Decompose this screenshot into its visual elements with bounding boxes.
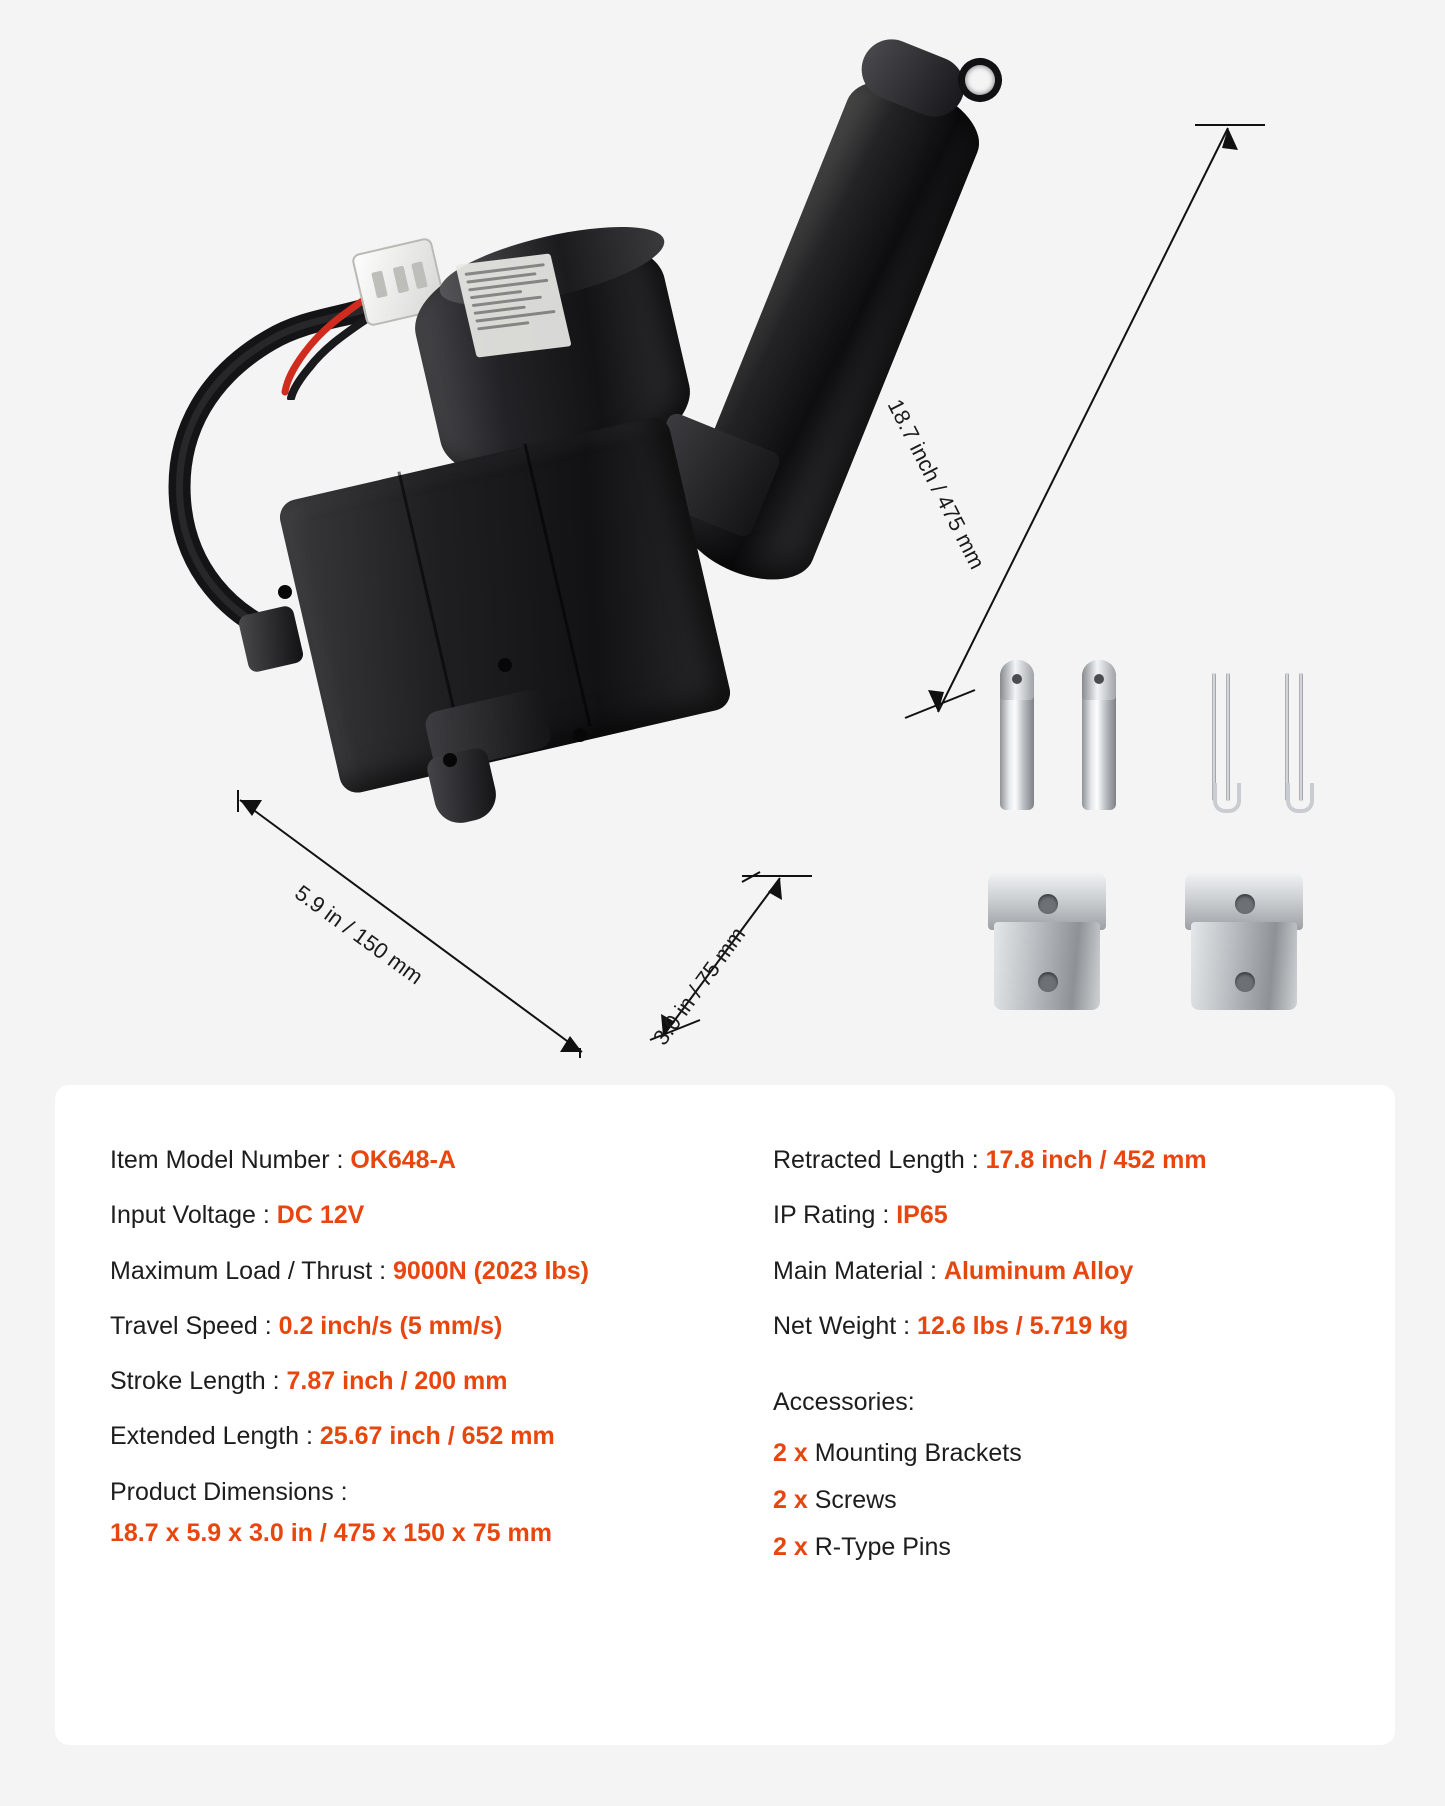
spec-label-max-load: Maximum Load / Thrust : (110, 1256, 393, 1285)
spec-row-product-dimensions (110, 1477, 735, 1550)
spec-value-max-load: 9000N (2023 lbs) (392, 1256, 589, 1285)
accessory-qty-brackets: 2 x (773, 1439, 815, 1467)
spec-value-travel-speed: 0.2 inch/s (5 mm/s) (278, 1311, 503, 1340)
spec-row-net-weight (773, 1311, 1375, 1342)
spec-column-left (55, 1145, 735, 1580)
accessory-item-screws (773, 1486, 1375, 1515)
spec-row-model (110, 1145, 735, 1176)
spec-label-product-dimensions: Product Dimensions : (110, 1477, 348, 1506)
spec-label-travel-speed: Travel Speed : (110, 1311, 279, 1340)
dimension-label-length: 18.7 inch / 475 mm (882, 395, 990, 574)
spec-value-retracted-length: 17.8 inch / 452 mm (985, 1146, 1207, 1174)
spec-value-product-dimensions: 18.7 x 5.9 x 3.0 in / 475 x 150 x 75 mm (110, 1518, 552, 1547)
spec-label-net-weight: Net Weight : (773, 1311, 918, 1340)
spec-label-stroke-length: Stroke Length : (110, 1367, 287, 1395)
spec-column-right (735, 1145, 1375, 1580)
dimension-label-width: 5.9 in / 150 mm (290, 880, 428, 990)
spec-row-input-voltage (110, 1200, 735, 1231)
accessory-name-rtype-pins: R-Type Pins (814, 1533, 951, 1561)
spec-row-retracted-length (773, 1145, 1375, 1176)
spec-value-stroke-length: 7.87 inch / 200 mm (286, 1367, 508, 1395)
spec-value-ip-rating: IP65 (896, 1201, 948, 1230)
spec-value-input-voltage: DC 12V (276, 1201, 365, 1230)
spec-row-stroke-length (110, 1366, 735, 1397)
spec-label-ip-rating: IP Rating : (773, 1201, 897, 1230)
spec-label-model: Item Model Number : (110, 1146, 351, 1174)
accessory-name-brackets: Mounting Brackets (814, 1439, 1022, 1467)
spec-label-extended-length: Extended Length : (110, 1422, 320, 1451)
accessory-qty-rtype-pins: 2 x (773, 1533, 815, 1561)
spec-row-max-load (110, 1256, 735, 1287)
spec-label-retracted-length: Retracted Length : (773, 1146, 986, 1174)
spec-row-ip-rating (773, 1200, 1375, 1231)
specification-panel (55, 1085, 1395, 1745)
accessories-title: Accessories: (773, 1388, 915, 1416)
spec-value-net-weight: 12.6 lbs / 5.719 kg (917, 1311, 1129, 1340)
spec-value-extended-length: 25.67 inch / 652 mm (319, 1422, 555, 1451)
dimension-label-height: 3.0 in / 75 mm (648, 922, 751, 1050)
spec-label-main-material: Main Material : (773, 1256, 944, 1285)
spec-row-extended-length (110, 1421, 735, 1452)
accessory-item-rtype-pins (773, 1533, 1375, 1562)
spec-row-travel-speed (110, 1311, 735, 1342)
spec-value-model: OK648-A (350, 1146, 456, 1174)
spec-row-main-material (773, 1256, 1375, 1287)
accessory-name-screws: Screws (814, 1486, 897, 1514)
accessory-qty-screws: 2 x (773, 1486, 815, 1514)
accessory-item-brackets (773, 1439, 1375, 1468)
spec-value-main-material: Aluminum Alloy (943, 1256, 1134, 1285)
spec-label-input-voltage: Input Voltage : (110, 1201, 277, 1230)
